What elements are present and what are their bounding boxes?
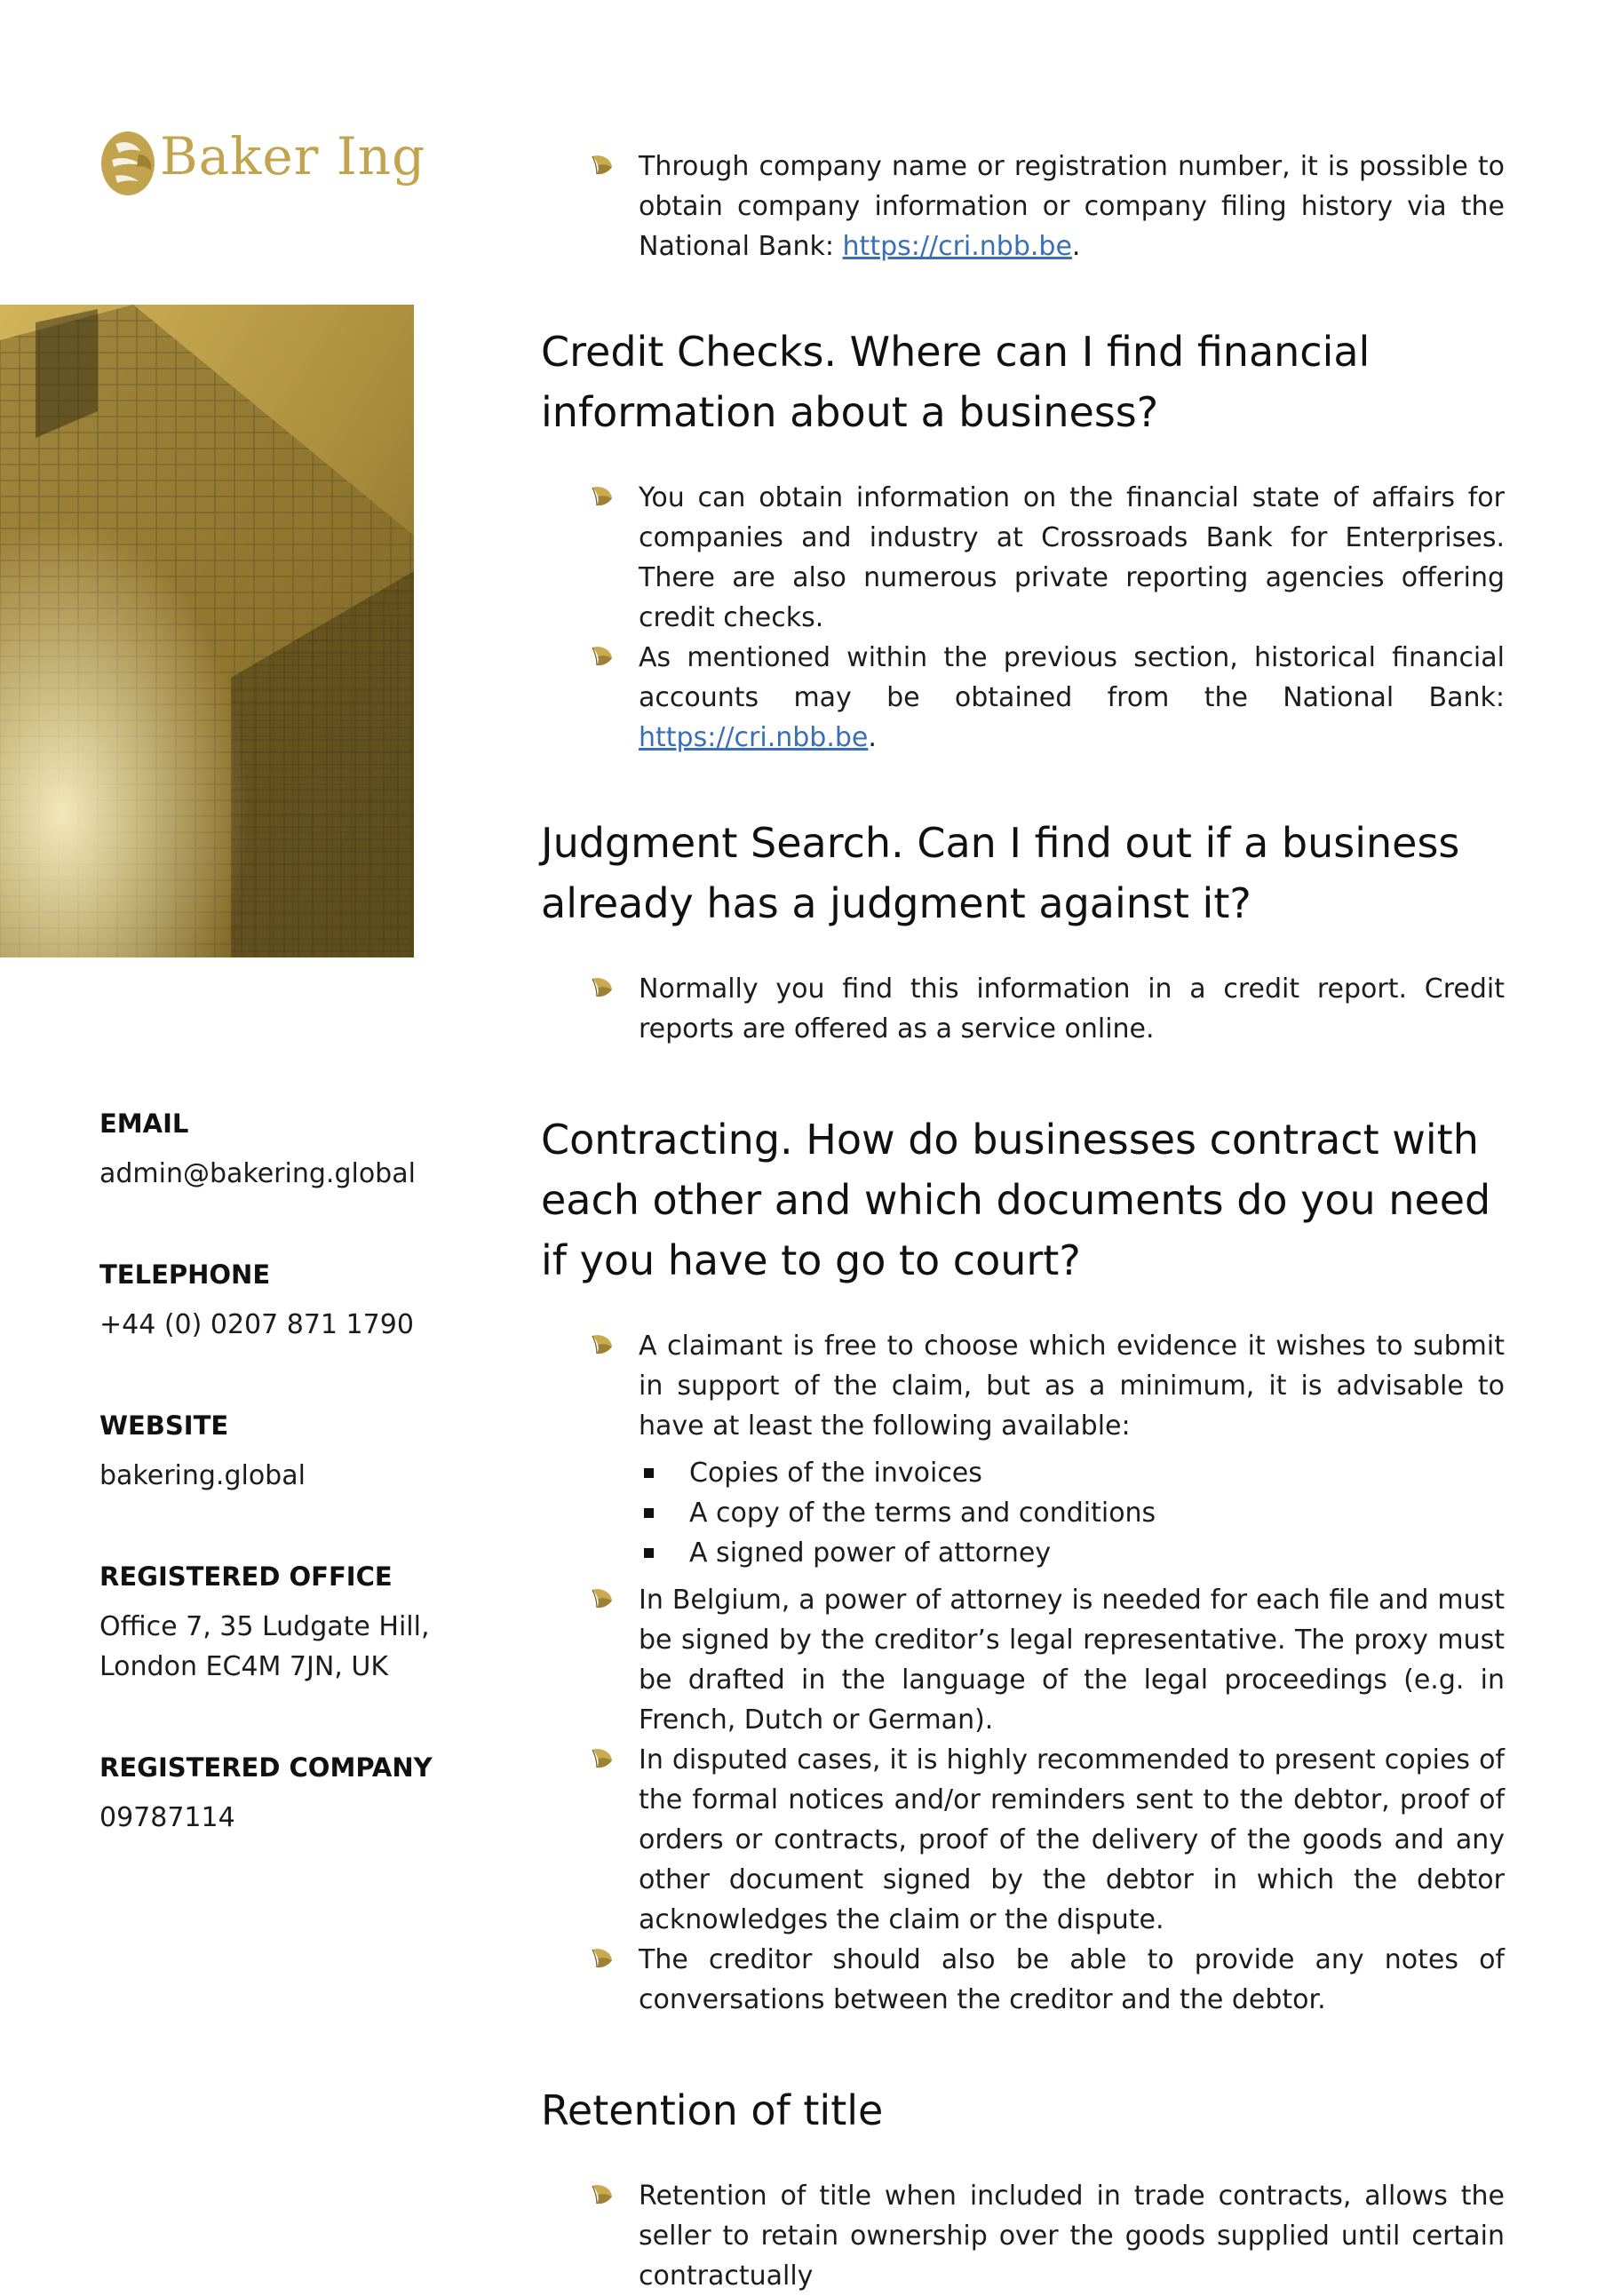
company-label: REGISTERED COMPANY bbox=[99, 1752, 433, 1783]
contact-website-block bbox=[99, 1408, 455, 1496]
website-label: WEBSITE bbox=[99, 1410, 229, 1441]
list-item bbox=[541, 147, 1505, 266]
contracting-list bbox=[541, 1326, 1505, 2020]
judgment-heading: Judgment Search. Can I find out if a business already has a judgment against it? bbox=[541, 819, 1460, 927]
list-item bbox=[639, 1493, 1505, 1533]
main-content bbox=[541, 147, 1505, 2296]
company-value: 09787114 bbox=[99, 1802, 235, 1833]
retention-heading: Retention of title bbox=[541, 2086, 884, 2134]
list-item bbox=[541, 1740, 1505, 1940]
list-item bbox=[541, 478, 1505, 638]
list-item bbox=[541, 1580, 1505, 1740]
contracting-b2: In Belgium, a power of attorney is needed for each file and must be signed by the creditor’s legal representative. The proxy must be drafted in the language of the legal proceedings (e.g. in French, Dutch or German). bbox=[639, 1585, 1505, 1736]
contracting-b3: In disputed cases, it is highly recommended to present copies of the formal notices and/or reminders sent to the debtor, proof of orders or contracts, proof of the delivery of the goods and any other document signed by the debtor in which the debtor acknowledges the claim or the dispute. bbox=[639, 1744, 1505, 1935]
website-value[interactable]: bakering.global bbox=[99, 1460, 306, 1491]
credit-list bbox=[541, 478, 1505, 758]
judgment-list bbox=[541, 969, 1505, 1049]
credit-b2-after: . bbox=[868, 722, 877, 753]
leaf-bullet-icon bbox=[590, 1746, 615, 1771]
documents-sublist bbox=[639, 1453, 1505, 1573]
intro-list bbox=[541, 147, 1505, 266]
list-item bbox=[541, 1940, 1505, 2020]
email-value[interactable]: admin@bakering.global bbox=[99, 1158, 416, 1189]
retention-b1: Retention of title when included in trade contracts, allows the seller to retain ownership over the goods supplied until certain contractually bbox=[639, 2181, 1505, 2292]
contact-office-block bbox=[99, 1559, 455, 1687]
sub-item-text: Copies of the invoices bbox=[689, 1458, 982, 1489]
contracting-b1: A claimant is free to choose which evidence it wishes to submit in support of the claim, but as a minimum, it is advisable to have at least the following available: bbox=[639, 1331, 1505, 1442]
leaf-bullet-icon bbox=[590, 2182, 615, 2207]
list-item bbox=[541, 1326, 1505, 1573]
list-item bbox=[541, 2176, 1505, 2296]
square-bullet-icon bbox=[644, 1468, 654, 1478]
leaf-bullet-icon bbox=[590, 975, 615, 1000]
phone-value[interactable]: +44 (0) 0207 871 1790 bbox=[99, 1309, 414, 1340]
credit-b2: As mentioned within the previous section, historical financial accounts may be obtained from the National Bank: bbox=[639, 642, 1505, 713]
leaf-bullet-icon bbox=[590, 644, 615, 669]
brand-name[interactable]: Baker Ing bbox=[160, 126, 426, 187]
contact-phone-block bbox=[99, 1257, 455, 1345]
credit-heading: Credit Checks. Where can I find financial information about a business? bbox=[541, 328, 1371, 436]
intro-text: Through company name or registration number, it is possible to obtain company information or company filing history via the National Bank: bbox=[639, 151, 1505, 262]
office-value: Office 7, 35 Ludgate Hill, London EC4M 7JN, UK bbox=[99, 1611, 430, 1682]
sub-item-text: A copy of the terms and conditions bbox=[689, 1498, 1156, 1529]
list-item bbox=[639, 1533, 1505, 1573]
contact-email-block bbox=[99, 1106, 455, 1194]
phone-label: TELEPHONE bbox=[99, 1259, 271, 1290]
leaf-bullet-icon bbox=[590, 1332, 615, 1357]
building-image bbox=[0, 305, 414, 957]
sub-item-text: A signed power of attorney bbox=[689, 1537, 1052, 1569]
contact-company-block bbox=[99, 1750, 455, 1838]
leaf-bullet-icon bbox=[590, 484, 615, 509]
square-bullet-icon bbox=[644, 1508, 654, 1518]
leaf-bullet-icon bbox=[590, 1946, 615, 1971]
nbb-link[interactable]: https://cri.nbb.be bbox=[842, 231, 1072, 262]
list-item bbox=[541, 969, 1505, 1049]
intro-after: . bbox=[1071, 231, 1081, 262]
list-item bbox=[541, 638, 1505, 758]
judgment-b1: Normally you find this information in a credit report. Credit reports are offered as a service online. bbox=[639, 973, 1505, 1045]
office-label: REGISTERED OFFICE bbox=[99, 1561, 393, 1592]
square-bullet-icon bbox=[644, 1548, 654, 1558]
leaf-bullet-icon bbox=[590, 1586, 615, 1611]
credit-b1: You can obtain information on the financial state of affairs for companies and industry at Crossroads Bank for Enterprises. There are also numerous private reporting agencies offering credit checks. bbox=[639, 482, 1505, 633]
leaf-bullet-icon bbox=[590, 153, 615, 178]
nbb-link[interactable]: https://cri.nbb.be bbox=[639, 722, 869, 753]
list-item bbox=[639, 1453, 1505, 1493]
contracting-heading: Contracting. How do businesses contract with each other and which documents do you need if you have to go to court? bbox=[541, 1116, 1491, 1284]
contracting-b4: The creditor should also be able to provide any notes of conversations between the creditor and the debtor. bbox=[639, 1944, 1505, 2015]
retention-list bbox=[541, 2176, 1505, 2296]
email-label: EMAIL bbox=[99, 1108, 189, 1139]
